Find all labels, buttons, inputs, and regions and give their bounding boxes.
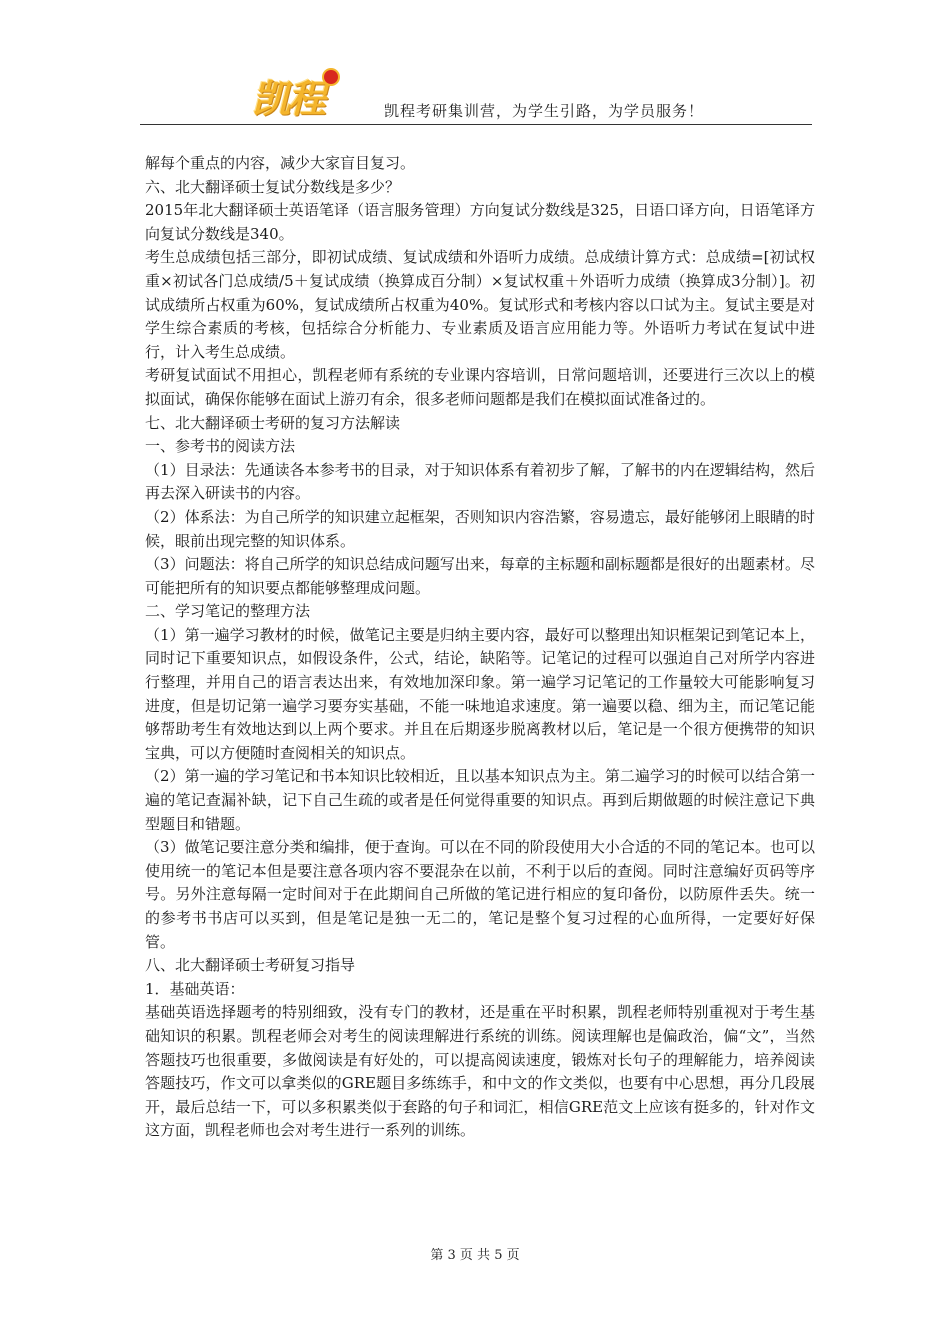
document-body (145, 152, 815, 1143)
subsection-heading: 一、参考书的阅读方法 (145, 437, 296, 456)
paragraph: 考生总成绩包括三部分，即初试成绩、复试成绩和外语听力成绩。总成绩计算方式：总成绩=[初试权重×初试各门总成绩/5＋复试成绩（换算成百分制）×复试权重＋外语听力成绩（换算成3分制）]。初试成绩所占权重为60%，复试成绩所占权重为40%。复试形式和考核内容以口试为主。复试主要是对学生综合素质的考核，包括综合分析能力、专业素质及语言应用能力等。外语听力考试在复试中进行，计入考生总成绩。 (145, 248, 815, 361)
paragraph: （3）做笔记要注意分类和编排，便于查询。可以在不同的阶段使用大小合适的不同的笔记本。也可以使用统一的笔记本但是要注意各项内容不要混杂在以前，不利于以后的查阅。同时注意编好页码等序号。另外注意每隔一定时间对于在此期间自己所做的笔记进行相应的复印备份，以防原件丢失。统一的参考书书店可以买到，但是笔记是独一无二的，笔记是整个复习过程的心血所得，一定要好好保管。 (145, 838, 815, 951)
paragraph: （2）体系法：为自己所学的知识建立起框架，否则知识内容浩繁，容易遗忘，最好能够闭上眼睛的时候，眼前出现完整的知识体系。 (145, 507, 815, 550)
paragraph: （1）第一遍学习教材的时候，做笔记主要是归纳主要内容，最好可以整理出知识框架记到笔记本上，同时记下重要知识点，如假设条件，公式，结论，缺陷等。记笔记的过程可以强迫自己对所学内容进行整理，并用自己的语言表达出来，有效地加深印象。第一遍学习记笔记的工作量较大可能影响复习进度，但是切记第一遍学习要夯实基础，不能一味地追求速度。第一遍要以稳、细为主，而记笔记能够帮助考生有效地达到以上两个要求。并且在后期逐步脱离教材以后，笔记是一个很方便携带的知识宝典，可以方便随时查阅相关的知识点。 (145, 625, 815, 762)
paragraph: 考研复试面试不用担心，凯程老师有系统的专业课内容培训，日常问题培训，还要进行三次以上的模拟面试，确保你能够在面试上游刃有余，很多老师问题都是我们在模拟面试准备过的。 (145, 366, 815, 408)
paragraph: 解每个重点的内容，减少大家盲目复习。 (145, 154, 416, 172)
section-heading: 七、北大翻译硕士考研的复习方法解读 (145, 413, 401, 432)
header-divider (140, 124, 812, 125)
logo-dot-icon (324, 70, 338, 84)
paragraph: 基础英语选择题考的特别细致，没有专门的教材，还是重在平时积累，凯程老师特别重视对于考生基础知识的积累。凯程老师会对考生的阅读理解进行系统的训练。阅读理解也是偏政治，偏“文”，当然答题技巧也很重要，多做阅读是有好处的，可以提高阅读速度，锻炼对长句子的理解能力，培养阅读答题技巧，作文可以拿类似的GRE题目多练练手，和中文的作文类似，也要有中心思想，再分几段展开，最后总结一下，可以多积累类似于套路的句子和词汇，相信GRE范文上应该有挺多的，针对作文这方面，凯程老师也会对考生进行一系列的训练。 (145, 1003, 815, 1140)
paragraph: 2015年北大翻译硕士英语笔译（语言服务管理）方向复试分数线是325，日语口译方向，日语笔译方向复试分数线是340。 (145, 201, 815, 243)
kaicheng-logo (252, 64, 348, 120)
page-header (140, 60, 812, 124)
paragraph: （2）第一遍的学习笔记和书本知识比较相近，且以基本知识点为主。第二遍学习的时候可以结合第一遍的笔记查漏补缺，记下自己生疏的或者是任何觉得重要的知识点。再到后期做题的时候注意记下典型题目和错题。 (145, 767, 815, 833)
section-heading: 六、北大翻译硕士复试分数线是多少？ (145, 177, 401, 196)
header-slogan: 凯程考研集训营，为学生引路，为学员服务！ (384, 102, 705, 120)
subsection-heading: 1．基础英语： (145, 979, 245, 998)
logo-text: 凯程 (252, 77, 325, 121)
paragraph: （1）目录法：先通读各本参考书的目录，对于知识体系有着初步了解，了解书的内在逻辑结构，然后再去深入研读书的内容。 (145, 460, 815, 503)
page-footer: 第 3 页 共 5 页 (430, 1248, 520, 1263)
subsection-heading: 二、学习笔记的整理方法 (145, 602, 311, 621)
section-heading: 八、北大翻译硕士考研复习指导 (145, 956, 356, 975)
paragraph: （3）问题法：将自己所学的知识总结成问题写出来，每章的主标题和副标题都是很好的出题素材。尽可能把所有的知识要点都能够整理成问题。 (145, 555, 815, 597)
